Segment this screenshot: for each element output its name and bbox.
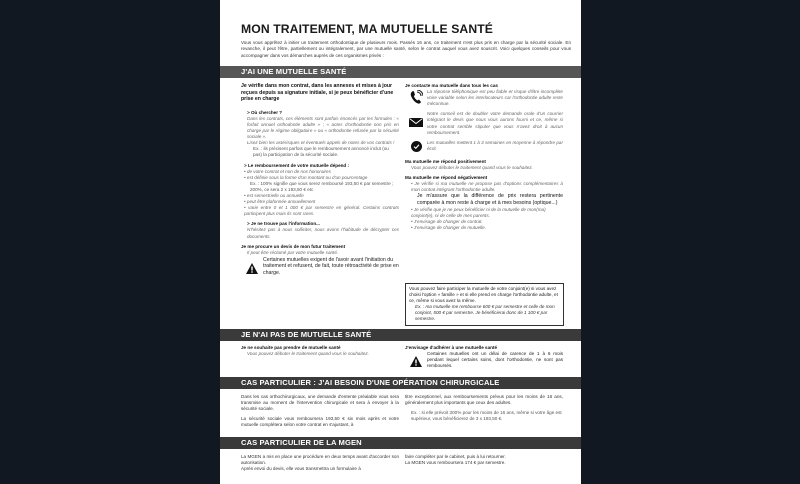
where-example: Ex. : ils précisent parfois que le remboursement annoncé inclut (ou pas) la participation de la sécurité sociale. [253, 146, 389, 158]
section1-left-column [241, 83, 399, 277]
section4-right-column [405, 454, 563, 466]
depends-item: • est semestrielle ou annuelle [244, 193, 304, 198]
positive-text: Vous pouvez débuter le traitement quand vous le souhaitez. [411, 165, 533, 171]
negative-item: • J'envisage de changer de contrat. [411, 218, 483, 224]
mgen-paragraph-1: La MGEN a mis en place une procédure en deux temps avant d'accorder son autorisation. [241, 454, 399, 466]
contact-phone-text: La réponse téléphonique est peu fiable et risque d'être incomplète voire variable selon les interlocuteurs car l'orthodontie adulte reste méconnue. [427, 89, 563, 107]
quote-text: Il peut être réclamé par votre mutuelle santé. [247, 249, 339, 255]
section-header-has-mutuelle: J'AI UNE MUTUELLE SANTÉ [220, 66, 581, 78]
negative-item: • Je vérifie que je ne peux bénéficier ni de la mutuelle de mon(ma) conjoint(e), ni de celle de mes parents. [411, 206, 546, 218]
adhere-title: J'envisage d'adhérer à une mutuelle santé [405, 345, 498, 350]
check-circle-icon [405, 140, 427, 152]
negative-item: • J'envisage de changer de mutuelle. [411, 224, 487, 230]
notfound-text: N'hésitez pas à nous solliciter, nous avons l'habitude de décrypter ces documents. [247, 227, 399, 239]
verify-title: Je vérifie dans mon contrat, dans les annexes et mises à jour reçues depuis sa signature initiale, si je peux bénéficier d'une prise en charge [241, 83, 394, 103]
surgery-paragraph-1: Dans les cas orthochirurgicaux, une demande d'entente préalable vous sera transmise au moment de l'intervention chirurgicale et sera à envoyer à la sécurité sociale. [241, 394, 399, 412]
no-mutuelle-text: Vous pouvez débuter le traitement quand vous le souhaitez. [247, 351, 369, 357]
box-example: Ex. : ma mutuelle me rembourse 600 € par semestre et celle de mon conjoint, 500 € par semestre. Je bénéficierai donc de 1 100 € par semestre. [415, 304, 555, 322]
contact-mail-text: Notre conseil est de doubler votre demande orale d'un courrier intégrant le devis que nous vous aurons fourni et ce, même si votre contrat semble stipuler que vous n'avez droit à aucun remboursement. [427, 111, 563, 135]
depends-item: • est définie sous la forme d'un montant ou d'un pourcentage [244, 174, 368, 180]
document-page [220, 0, 581, 484]
intro-paragraph: Vous vous apprêtez à initier un traitement orthodontique de plusieurs mois. Passés 16 ans, ce traitement n'est plus pris en charge par la sécurité sociale. En revanche, il peut l'être, partiellement ou intégralement, par une mutuelle santé, selon le contrat auquel vous avez souscrit. Voici quelques conseils pour vous accompagner dans vos démarches auprès de ces organismes privés : [241, 40, 571, 58]
phone-icon [405, 89, 427, 104]
mgen-paragraph-2: Après envoi du devis, elle vous transmettra un formulaire à [241, 466, 361, 472]
where-text-2: Lisez bien les astérisques et éventuels appels de notes de vos contrats ! [247, 140, 395, 146]
negative-assure: Je m'assure que la différence de prix restera pertinente comparée à mon reste à charge et à mes besoins (optique...) [417, 193, 563, 206]
section3-left-column [241, 394, 399, 428]
quote-warning: Certaines mutuelles exigent de l'avoir avant l'initiation du traitement et refusent, de fait, toute rétroactivité de prise en charge. [263, 256, 399, 277]
depends-item: • de votre contrat et non de nos honoraires [244, 168, 331, 174]
section1-right-column [405, 83, 563, 231]
spouse-info-box [405, 283, 564, 326]
no-mutuelle-title: Je ne souhaite pas prendre de mutuelle santé [241, 345, 341, 350]
positive-title: Ma mutuelle me répond positivement [405, 158, 486, 164]
section-header-surgery: CAS PARTICULIER : J'AI BESOIN D'UNE OPÉRATION CHIRURGICALE [220, 377, 581, 389]
surgery-paragraph-2: La sécurité sociale vous remboursera 193,50 € six mois après et votre mutuelle complétera selon votre contrat en s'ajustant, à [241, 416, 399, 428]
section2-left-column [241, 345, 399, 357]
surgery-paragraph-3: titre exceptionnel, aux remboursements prévus pour les moins de 16 ans, généralement plus importants que ceux des adultes. [405, 394, 563, 406]
page-title: MON TRAITEMENT, MA MUTUELLE SANTÉ [241, 22, 493, 36]
contact-delay-text: Les mutuelles mettent 1 à 3 semaines en moyenne à répondre par écrit. [427, 139, 563, 151]
warning-icon [241, 257, 263, 274]
where-title: > Où chercher ? [247, 109, 283, 115]
depends-item: • varie entre 0 et 1 000 € par semestre en général. Certains contrats participent plus mais ils sont rares. [244, 205, 399, 217]
where-text: Dans les contrats, ces éléments sont parfois énoncés par les formules : « forfait annuel orthodontie adulte » ; « actes d'orthodontie non pris en charge par le régime obligatoire » ou « orthodontie refusée par la sécurité sociale ». [247, 115, 399, 140]
mail-icon [405, 111, 427, 127]
surgery-example: Ex. : si elle prévoit 300% pour les moins de 16 ans, même si votre âge est supérieur, vous bénéficierez de 3 x 193,50 €. [411, 410, 562, 422]
mgen-paragraph-3: faire compléter par le cabinet, puis à lui retourner. [405, 454, 506, 459]
section2-right-column [405, 345, 563, 369]
adhere-warning: Certaines mutuelles ont un délai de carence de 1 à 6 mois pendant lequel certains soins, dont l'orthodontie, ne sont pas remboursés. [427, 351, 563, 369]
contact-title: Je contacte ma mutuelle dans tous les cas [405, 83, 498, 88]
section4-left-column [241, 454, 399, 472]
section-header-no-mutuelle: JE N'AI PAS DE MUTUELLE SANTÉ [220, 329, 581, 341]
depends-example: Ex. : 100% signifie que vous serez remboursé 193,50 € par semestre ; 200%, ce sera 2 x 193,50 € etc [250, 180, 394, 192]
depends-item: • peut être plafonnée annuellement [244, 199, 316, 205]
notfound-title: > Je ne trouve pas l'information... [247, 221, 320, 227]
box-text: Vous pouvez faire participer la mutuelle de votre conjoint(e) si vous avez choisi l'option « famille » et si elle prend en charge l'orthodontie adulte, et ce, même si vous avez la même. [409, 286, 558, 304]
depends-title: > Le remboursement de votre mutuelle dépend : [244, 162, 350, 168]
quote-title: Je me procure un devis de mon futur traitement [241, 243, 346, 249]
warning-icon [405, 351, 427, 367]
mgen-paragraph-4: La MGEN vous remboursera 174 € par semestre. [405, 460, 506, 466]
negative-title: Ma mutuelle me répond négativement [405, 175, 488, 181]
section3-right-column [405, 394, 563, 422]
negative-item: • Je vérifie si ma mutuelle ne propose pas d'options complémentaires à mon contrat intégrant l'orthodontie adulte. [411, 181, 563, 193]
section-header-mgen: CAS PARTICULIER DE LA MGEN [220, 437, 581, 449]
